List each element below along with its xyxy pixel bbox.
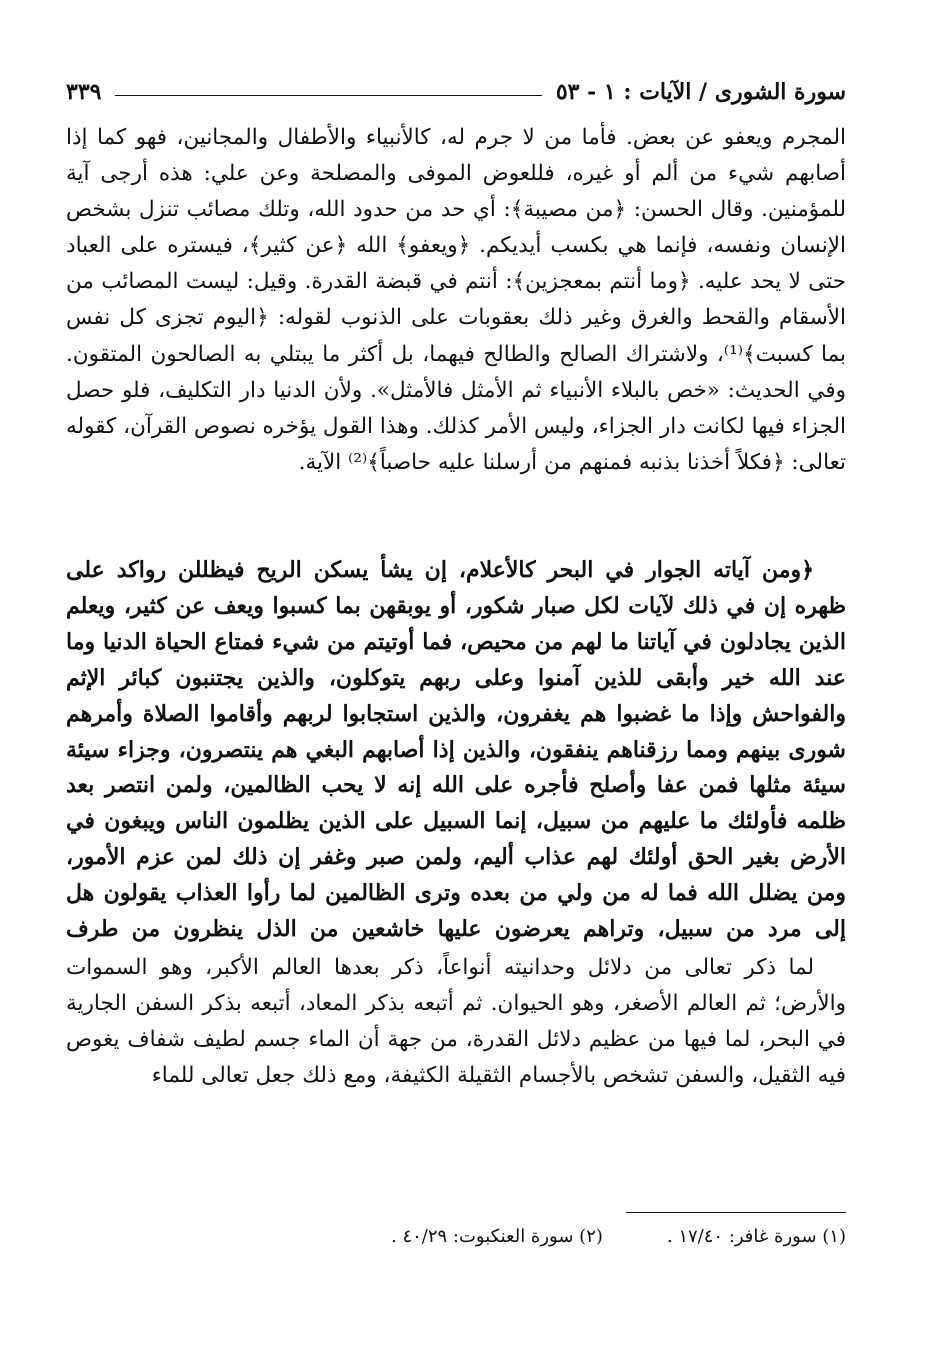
page-body [66,120,846,1095]
footnote-1: (١) سورة غافر: ١٧/٤٠ . [666,1226,846,1247]
page-number: ٣٣٩ [66,79,102,105]
footnote-rule [626,1212,846,1213]
book-page [66,70,846,1095]
commentary-paragraph: المجرم ويعفو عن بعض. فأما من لا جرم له، كالأنبياء والأطفال والمجانين، فهو كما إذا أصابهم شيء من ألم أو غيره، فللعوض الموفى والمصلحة وعن علي: هذه أرجى آية للمؤمنين. وقال الحسن: ﴿من مصيبة﴾: أي حد من حدود الله، وتلك مصائب تنزل بشخص الإنسان ونفسه، فإنما هي بكسب أيديكم. ﴿ويعفو﴾ الله ﴿عن كثير﴾، فيستره على العباد حتى لا يحد عليه. ﴿وما أنتم بمعجزين﴾: أنتم في قبضة القدرة. وقيل: ليست المصائب من الأسقام والقحط والغرق وغير ذلك بعقوبات على الذنوب لقوله: ﴿اليوم تجزى كل نفس بما كسبت﴾⁽¹⁾، ولاشتراك الصالح والطالح فيهما، بل أكثر ما يبتلي به الصالحون المتقون. وفي الحديث: «خص بالبلاء الأنبياء ثم الأمثل فالأمثل». ولأن الدنيا دار التكليف، فلو حصل الجزاء فيها لكانت دار الجزاء، وليس الأمر كذلك. وهذا القول يؤخره نصوص القرآن، كقوله تعالى: ﴿فكلاً أخذنا بذنبه فمنهم من أرسلنا عليه حاصباً﴾⁽²⁾ الآية. [66,125,846,475]
quran-verses-paragraph: ﴿ومن آياته الجوار في البحر كالأعلام، إن يشأ يسكن الريح فيظللن رواكد على ظهره إن في ذلك لآيات لكل صبار شكور، أو يوبقهن بما كسبوا ويعف عن كثير، ويعلم الذين يجادلون في آياتنا ما لهم من محيص، فما أوتيتم من شيء فمتاع الحياة الدنيا وما عند الله خير وأبقى للذين آمنوا وعلى ربهم يتوكلون، والذين يجتنبون كبائر الإثم والفواحش وإذا ما غضبوا هم يغفرون، والذين استجابوا لربهم وأقاموا الصلاة وأمرهم شورى بينهم ومما رزقناهم ينفقون، والذين إذا أصابهم البغي هم ينتصرون، وجزاء سيئة سيئة مثلها فمن عفا وأصلح فأجره على الله إنه لا يحب الظالمين، ولمن انتصر بعد ظلمه فأولئك ما عليهم من سبيل، إنما السبيل على الذين يظلمون الناس ويبغون في الأرض بغير الحق أولئك لهم عذاب أليم، ولمن صبر وغفر إن ذلك لمن عزم الأمور، ومن يضلل الله فما له من ولي من بعده وترى الظالمين لما رأوا العذاب يقولون هل إلى مرد من سبيل، وتراهم يعرضون عليها خاشعين من الذل ينظرون من طرف [66,557,846,943]
tafsir-paragraph: لما ذكر تعالى من دلائل وحدانيته أنواعاً، ذكر بعدها العالم الأكبر، وهو السموات والأرض؛ ثم العالم الأصغر، وهو الحيوان. ثم أتبعه بذكر المعاد، أتبعه بذكر السفن الجارية في البحر، لما فيها من عظيم دلائل القدرة، من جهة أن الماء جسم لطيف شفاف يغوص فيه الثقيل، والسفن تشخص بالأجسام الثقيلة الكثيفة، ومع ذلك جعل تعالى للماء [66,955,846,1089]
surah-title: سورة الشورى / الآيات : ١ - ٥٣ [555,79,846,105]
footnotes [66,1222,846,1252]
header-rule [115,95,541,96]
running-header [66,70,846,114]
footnote-2: (٢) سورة العنكبوت: ٤٠/٢٩ . [391,1226,603,1247]
